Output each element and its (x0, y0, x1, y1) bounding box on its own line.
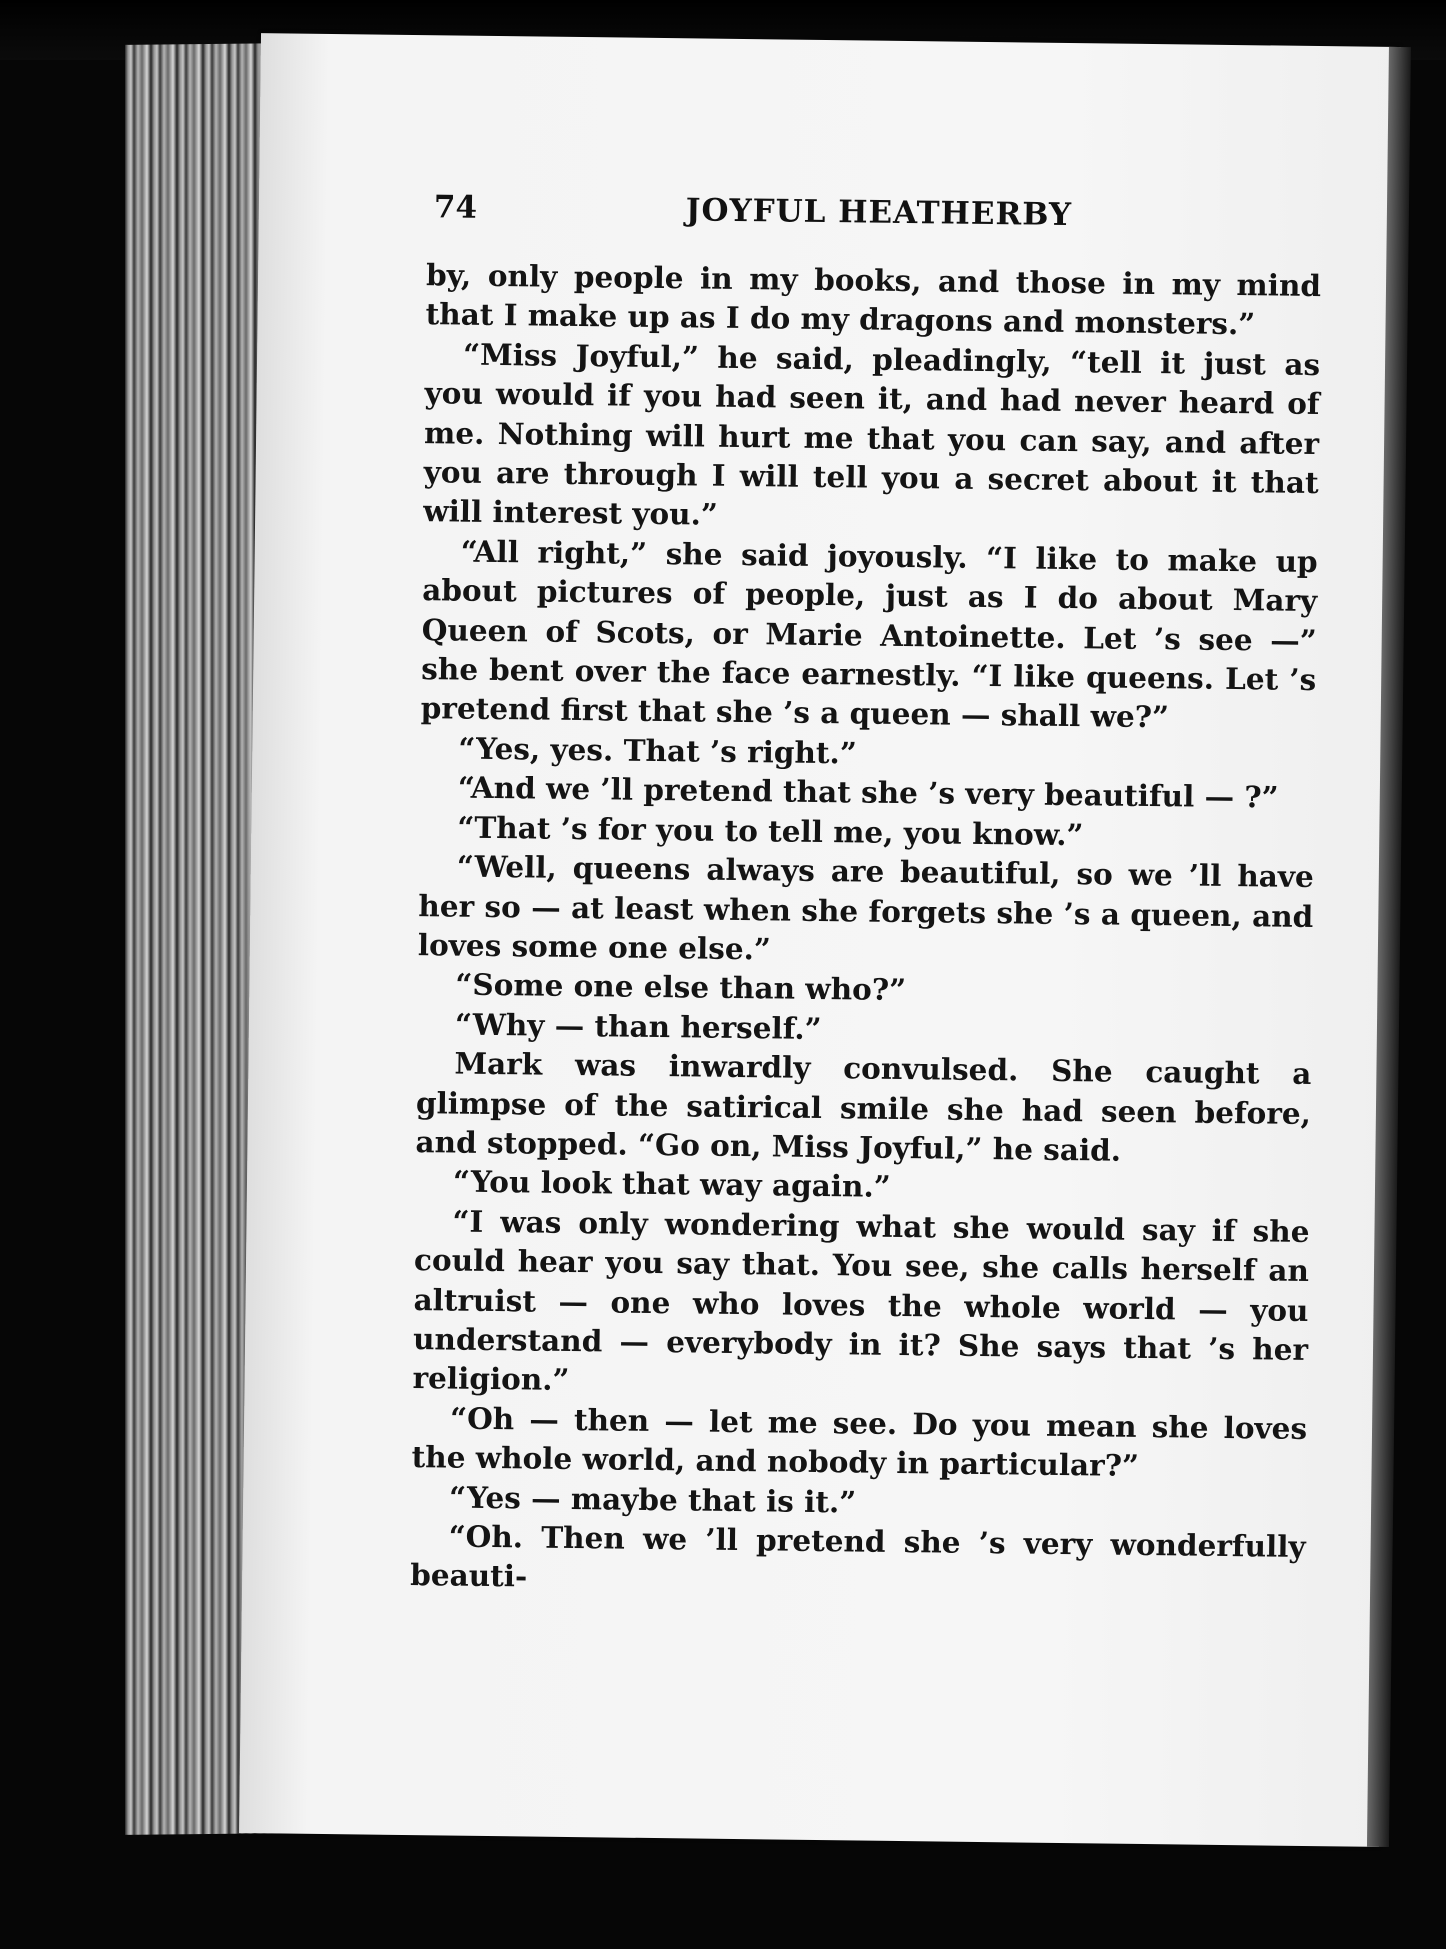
page-right-edge (1367, 47, 1411, 1847)
paragraph: “And we ’ll pretend that she ’s very beautiful — ?” (457, 769, 1279, 815)
paragraph: “That ’s for you to tell me, you know.” (457, 809, 1084, 852)
page-number: 74 (433, 189, 478, 226)
paragraph: “Miss Joyful,” he said, pleadingly, “tell it just as you would if you had seen it, and had never heard of me. Nothing will hurt me that you can say, and after you are through I will tell you a secret about it that will interest you.” (422, 336, 1321, 533)
paragraph: Mark was inwardly convulsed. She caught a glimpse of the satirical smile she had seen before, and stopped. “Go on, Miss Joyful,” he said. (415, 1045, 1312, 1168)
paragraph: “You look that way again.” (452, 1163, 891, 1205)
paragraph: “Why — than herself.” (454, 1006, 822, 1046)
paragraph: “All right,” she said joyously. “I like to make up about pictures of people, just as I do about Mary Queen of Scots, or Marie Antoinette. Let ’s see —” she bent over the face earnestly. “I like queens. Let ’s pretend first that she ’s a queen — shall we?” (420, 533, 1318, 735)
paragraph: “Oh. Then we ’ll pretend she ’s very wonderfully beauti- (409, 1518, 1306, 1594)
paragraph: “I was only wondering what she would say if she could hear you say that. You see, she calls herself an altruist — one who loves the whole world — you understand — everybody in it? She says that ’s her religion.” (412, 1203, 1310, 1398)
paragraph: “Yes — maybe that is it.” (448, 1479, 857, 1520)
paragraph: by, only people in my books, and those in my mind that I make up as I do my dragons and monsters.” (425, 257, 1322, 342)
running-title: JOYFUL HEATHERBY (685, 192, 1073, 234)
paragraph: “Yes, yes. That ’s right.” (458, 730, 858, 771)
paragraph: “Well, queens always are beautiful, so we ’ll have her so — at least when she forgets she ’s a queen, and loves some one else.” (417, 848, 1315, 967)
paragraph: “Oh — then — let me see. Do you mean she loves the whole world, and nobody in particular?” (411, 1400, 1308, 1484)
paragraph: “Some one else than who?” (455, 966, 907, 1008)
book-page (239, 33, 1401, 1847)
body-text (410, 255, 1321, 1606)
running-head (434, 189, 1325, 248)
